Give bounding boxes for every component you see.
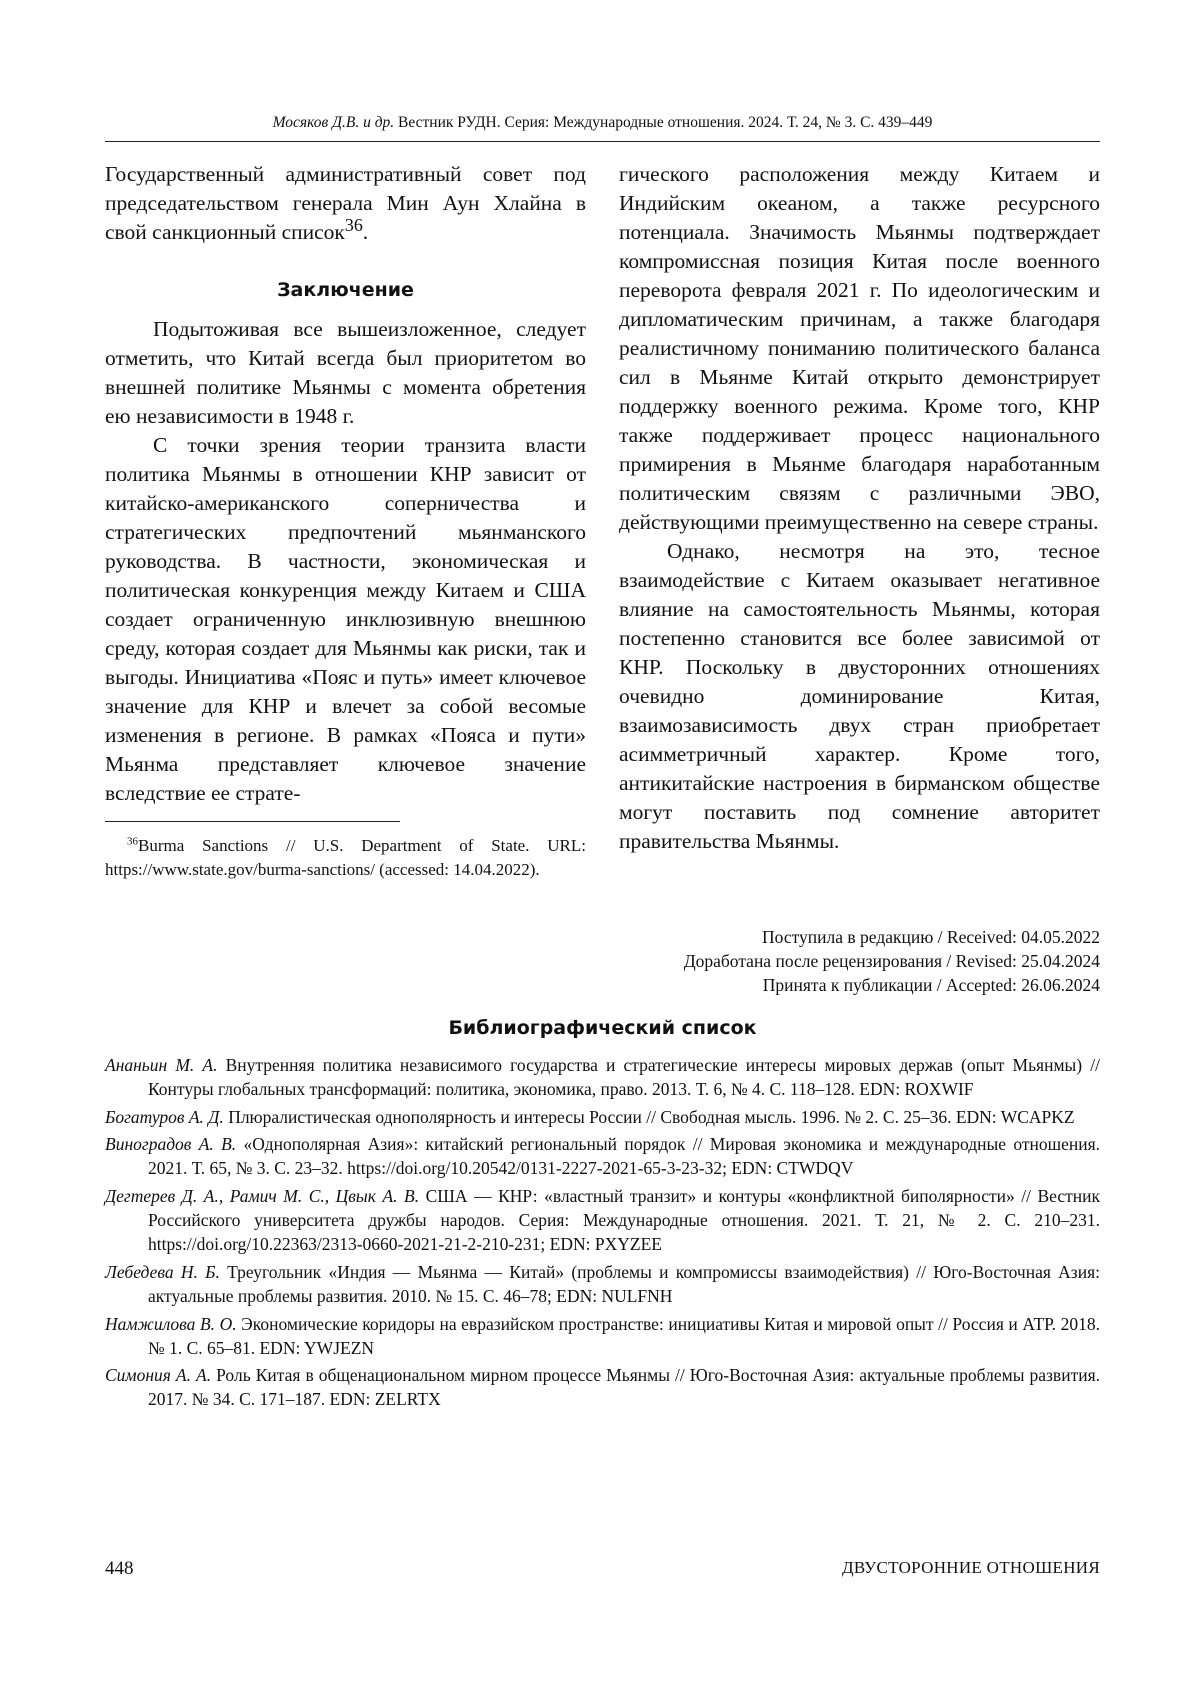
bibliography-title: Библиографический список bbox=[448, 1017, 757, 1039]
bib-item: Лебедева Н. Б. Треугольник «Индия — Мьянма — Китай» (проблемы и компромиссы взаимодействия) // Юго-Восточная Азия: актуальные проблемы развития. 2010. № 15. С. 46–78; EDN: NULFNH bbox=[105, 1261, 1100, 1307]
bib-item: Ананьин М. А. Внутренняя политика независимого государства и стратегические интересы мировых держав (опыт Мьянмы) // Контуры глобальных трансформаций: политика, экономика, право. 2013. Т. 6, № 4. С. 118–128. EDN: ROXWIF bbox=[105, 1055, 1100, 1100]
bib-item: Виноградов А. В. «Однополярная Азия»: китайский региональный порядок // Мировая экономика и международные отношения. 2021. Т. 65, № 3. С. 23–32. https://doi.org/10.20542/0131-2227-2021-65-3-23-32; EDN: CTWDQV bbox=[105, 1134, 1100, 1179]
bibliography-list bbox=[105, 1053, 1100, 1415]
footer-section-name: ДВУСТОРОННИЕ ОТНОШЕНИЯ bbox=[841, 1558, 1100, 1577]
header-rule bbox=[105, 141, 1100, 142]
footnote-text: Burma Sanctions // U.S. Department of State. URL: https://www.state.gov/burma-sanctions/ (accessed: 14.04.2022). bbox=[105, 836, 586, 879]
conclusion-paragraph-2: С точки зрения теории транзита власти политика Мьянмы в отношении КНР зависит от китайско-американского соперничества и стратегических предпочтений мьянманского руководства. В частности, экономическая и политическая конкуренция между Китаем и США создает ограниченную инклюзивную внешнюю среду, которая создает для Мьянмы как риски, так и выгоды. Инициатива «Пояс и путь» имеет ключевое значение для КНР и влечет за собой весомые изменения в регионе. В рамках «Пояса и пути» Мьянма представляет ключевое значение вследствие ее страте- bbox=[105, 433, 586, 805]
conclusion-paragraph-1: Подытоживая все вышеизложенное, следует отметить, что Китай всегда был приоритетом во внешней политике Мьянмы с момента обретения ею независимости в 1948 г. bbox=[105, 317, 586, 428]
right-column bbox=[619, 160, 1100, 856]
bib-item: Намжилова В. О. Экономические коридоры на евразийском пространстве: инициативы Китая и мировой опыт // Россия и АТР. 2018. № 1. С. 65–81. EDN: YWJEZN bbox=[105, 1313, 1100, 1358]
conclusion-paragraph-3: гического расположения между Китаем и Индийским океаном, а также ресурсного потенциала. Значимость Мьянмы подтверждает компромиссная позиция Китая после военного переворота февраля 2021 г. По идеологическим и дипломатическим причинам, а также благодаря реалистичному пониманию политического баланса сил в Мьянме Китай открыто демонстрирует поддержку военного режима. Кроме того, КНР также поддерживает процесс национального примирения в Мьянме благодаря наработанным политическим связям с различными ЭВО, действующими преимущественно на севере страны. bbox=[619, 162, 1100, 534]
section-title-conclusion: Заключение bbox=[277, 279, 414, 301]
footnote-ref-36[interactable]: 36 bbox=[344, 214, 363, 235]
footnote-36 bbox=[105, 834, 586, 881]
date-received: Поступила в редакцию / Received: 04.05.2022 bbox=[762, 927, 1100, 947]
page-number: 448 bbox=[105, 1558, 134, 1579]
running-head bbox=[105, 114, 1100, 132]
bib-item: Симония А. А. Роль Китая в общенациональном мирном процессе Мьянмы // Юго-Восточная Азия: актуальные проблемы развития. 2017. № 34. С. 171–187. EDN: ZELRTX bbox=[105, 1365, 1101, 1410]
bib-item: Богатуров А. Д. Плюралистическая однополярность и интересы России // Свободная мысль. 1996. № 2. С. 25–36. EDN: WCAPKZ bbox=[105, 1106, 1075, 1127]
footnote-rule bbox=[105, 821, 400, 822]
bib-item: Дегтерев Д. А., Рамич М. С., Цвык А. В. США — КНР: «властный транзит» и контуры «конфликтной биполярности» // Вестник Российского университета дружбы народов. Серия: Международные отношения. 2021. Т. 21, № 2. С. 210–231. https://doi.org/10.22363/2313-0660-2021-21-2-210-231; EDN: PXYZEE bbox=[105, 1185, 1100, 1255]
date-accepted: Принята к публикации / Accepted: 26.06.2024 bbox=[762, 975, 1100, 995]
left-continuation: Государственный административный совет под председательством генерала Мин Аун Хлайна в свой санкционный список$^{36}$. bbox=[105, 162, 586, 244]
left-column bbox=[105, 160, 586, 808]
running-head-journal: Вестник РУДН. Серия: Международные отношения. 2024. Т. 24, № 3. С. 439–449 bbox=[398, 114, 933, 131]
footnote-number: 36 bbox=[127, 835, 138, 848]
submission-dates bbox=[500, 925, 1100, 997]
date-revised: Доработана после рецензирования / Revised: 25.04.2024 bbox=[683, 951, 1100, 971]
running-head-authors: Мосяков Д.В. и др. bbox=[272, 114, 395, 131]
conclusion-paragraph-4: Однако, несмотря на это, тесное взаимодействие с Китаем оказывает негативное влияние на самостоятельность Мьянмы, которая постепенно становится все более зависимой от КНР. Поскольку в двусторонних отношениях очевидно доминирование Китая, взаимозависимость двух стран приобретает асимметричный характер. Кроме того, антикитайские настроения в бирманском обществе могут поставить под сомнение авторитет правительства Мьянмы. bbox=[619, 539, 1100, 853]
